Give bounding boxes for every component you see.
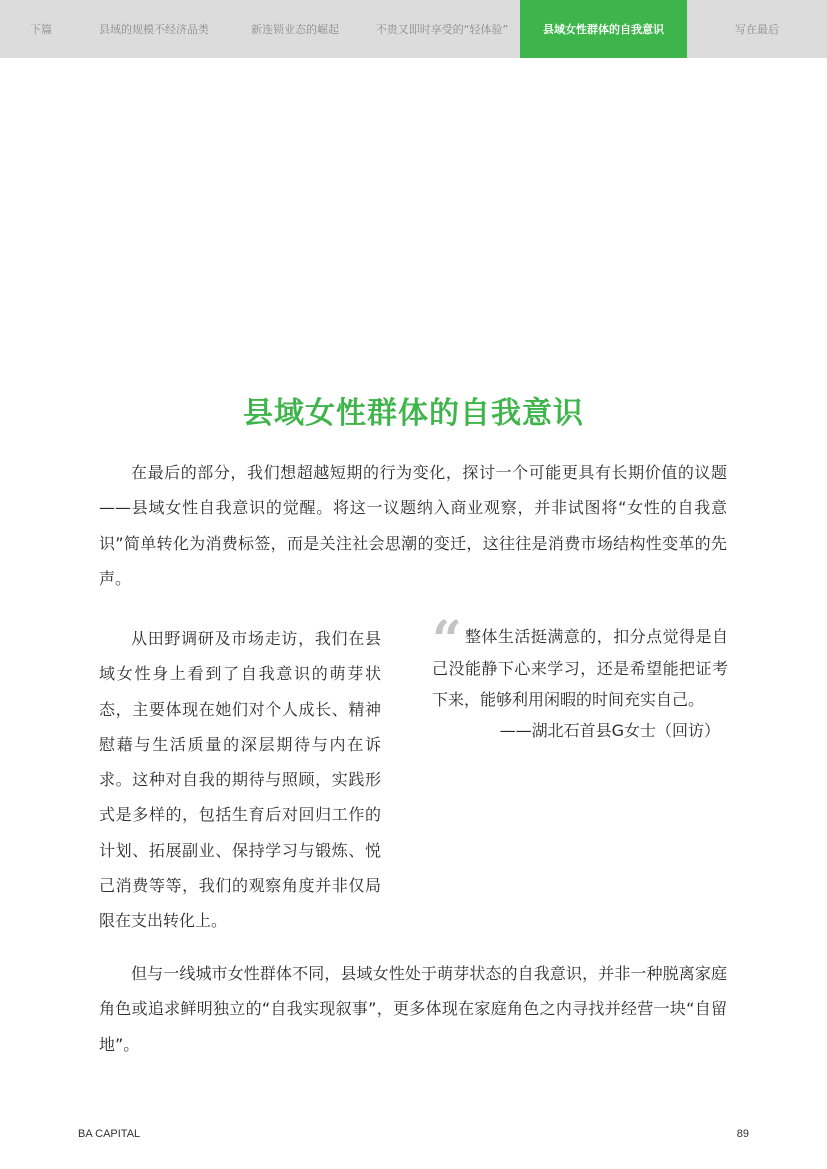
- nav-tab-label: 县域女性群体的自我意识: [543, 23, 664, 36]
- nav-tab-final-words[interactable]: [687, 0, 827, 58]
- nav-tab-label: 下篇: [30, 23, 52, 36]
- nav-tab-female-self-awareness[interactable]: [520, 0, 687, 58]
- intro-paragraph: 在最后的部分，我们想超越短期的行为变化，探讨一个可能更具有长期价值的议题——县域女性自我意识的觉醒。将这一议题纳入商业观察，并非试图将“女性的自我意识”简单转化为消费标签，而是关注社会思潮的变迁，这往往是消费市场结构性变革的先声。: [99, 463, 727, 588]
- nav-tab-label: 写在最后: [735, 23, 779, 36]
- page-number: 89: [736, 1128, 749, 1140]
- quote-mark-icon: “: [432, 610, 462, 671]
- nav-tab-label: 县域的规模不经济品类: [99, 23, 209, 36]
- top-navigation: [0, 0, 827, 58]
- left-column-paragraph: 从田野调研及市场走访，我们在县域女性身上看到了自我意识的萌芽状态，主要体现在她们对个人成长、精神慰藉与生活质量的深层期待与内在诉求。这种对自我的期待与照顾，实践形式是多样的，包括生育后对回归工作的计划、拓展副业、保持学习与锻炼、悦己消费等等，我们的观察角度并非仅局限在支出转化上。: [99, 629, 381, 931]
- footer-brand: BA CAPITAL: [78, 1128, 141, 1140]
- closing-paragraph: 但与一线城市女性群体不同，县域女性处于萌芽状态的自我意识，并非一种脱离家庭角色或追求鲜明独立的“自我实现叙事”，更多体现在家庭角色之内寻找并经营一块“自留地”。: [99, 964, 727, 1054]
- nav-tab-new-chain-formats[interactable]: [226, 0, 364, 58]
- quote-source: ——湖北石首县G女士（回访）: [499, 720, 720, 740]
- nav-tab-label: 新连锁业态的崛起: [251, 23, 339, 36]
- nav-tab-label: 不贵又即时享受的“轻体验”: [375, 23, 509, 36]
- nav-tab-light-experience[interactable]: [364, 0, 520, 58]
- pull-quote: [432, 610, 728, 746]
- quote-text: 整体生活挺满意的，扣分点觉得是自己没能静下心来学习，还是希望能把证考下来，能够利用闲暇的时间充实自己。: [432, 627, 728, 709]
- section-title: 县域女性群体的自我意识: [243, 396, 584, 432]
- nav-tab-scale-diseconomy[interactable]: [82, 0, 226, 58]
- nav-tab-part-two[interactable]: [0, 0, 82, 58]
